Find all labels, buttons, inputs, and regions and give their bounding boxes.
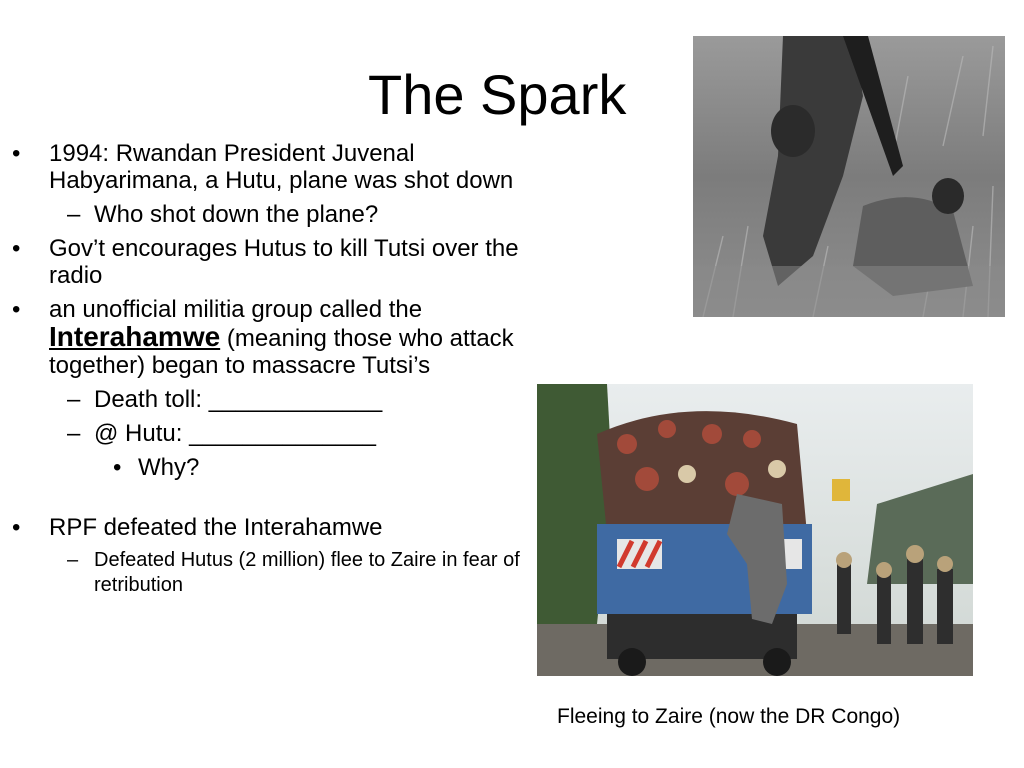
dash-marker: –: [67, 201, 81, 228]
sub-bullet-text: Defeated Hutus (2 million) flee to Zaire in fear of retribution: [94, 549, 520, 596]
spacer: [10, 488, 520, 514]
sub-bullet-hutus-flee: [10, 548, 520, 598]
key-term-interahamwe: Interahamwe: [49, 321, 221, 352]
bullet-radio: [10, 235, 520, 289]
sub-bullet-text: @ Hutu: ______________: [94, 420, 376, 447]
bullet-marker: •: [12, 296, 21, 323]
dash-marker: –: [67, 420, 81, 447]
bullet-marker: •: [12, 514, 21, 541]
photo-soldier-and-victim: [693, 36, 1005, 317]
sub-bullet-at-hutu: [10, 420, 520, 447]
sub-bullet-text: Who shot down the plane?: [94, 201, 379, 228]
sub-bullet-who-shot: [10, 201, 520, 228]
slide-title: The Spark: [368, 63, 627, 126]
photo-refugee-truck: [537, 384, 973, 676]
bullet-marker: •: [113, 454, 122, 481]
dash-marker: –: [67, 386, 81, 413]
sub-bullet-text: Death toll: _____________: [94, 386, 383, 413]
bullet-text-lead: an unofficial militia group called the: [49, 296, 423, 323]
bullet-rpf-defeated: [10, 514, 520, 541]
bullet-text: 1994: Rwandan President Juvenal Habyarimana, a Hutu, plane was shot down: [49, 140, 514, 194]
sub-bullet-death-toll: [10, 386, 520, 413]
dash-marker: –: [67, 549, 79, 571]
bullet-marker: •: [12, 140, 21, 167]
bullet-interahamwe: [10, 296, 520, 379]
bullet-marker: •: [12, 235, 21, 262]
bullet-plane-shot-down: [10, 140, 520, 194]
bullet-text-tail: (meaning those who attack together) began to massacre Tutsi’s: [49, 325, 514, 379]
bullet-text: RPF defeated the Interahamwe: [49, 514, 383, 541]
bullet-list: [10, 140, 520, 605]
photo-caption: Fleeing to Zaire (now the DR Congo): [557, 705, 901, 728]
bullet-text: Gov’t encourages Hutus to kill Tutsi over the radio: [49, 235, 519, 289]
sub-sub-bullet-text: Why?: [138, 454, 200, 481]
sub-sub-bullet-why: [10, 454, 520, 481]
